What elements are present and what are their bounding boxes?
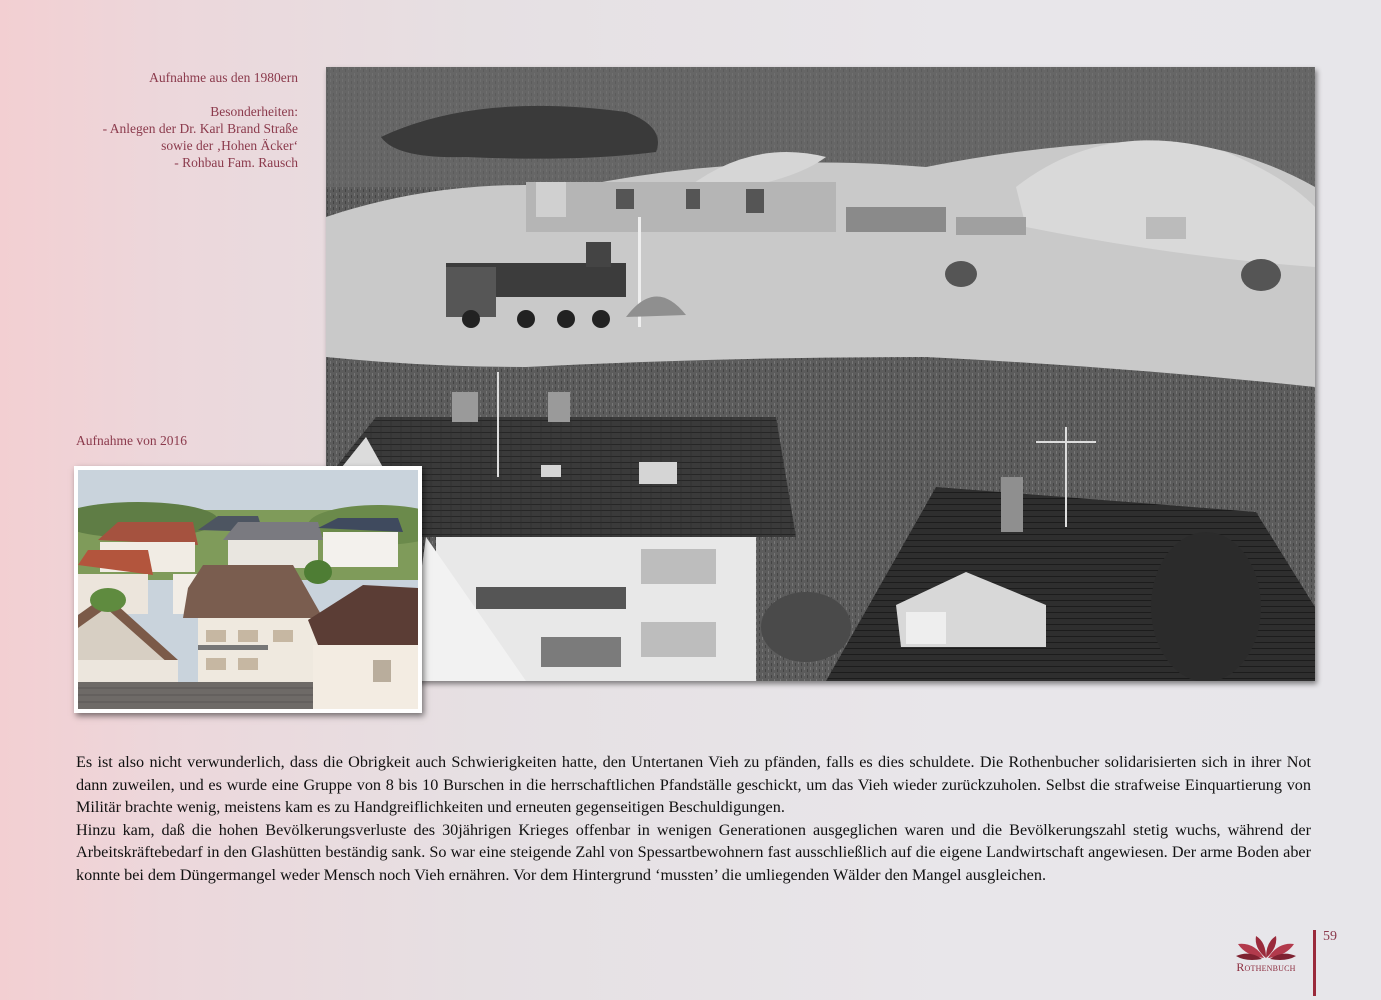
- caption-1980s-title: Aufnahme aus den 1980ern: [149, 70, 298, 85]
- caption-1980s-line-3: - Rohbau Fam. Rausch: [174, 155, 298, 170]
- photo-1980s: [326, 67, 1315, 681]
- caption-2016: Aufnahme von 2016: [76, 433, 187, 448]
- caption-1980s-line-1: - Anlegen der Dr. Karl Brand Straße: [102, 121, 298, 136]
- footer-divider: [1313, 930, 1316, 996]
- logo-text: Rothenbuch: [1236, 960, 1296, 974]
- photo-2016: [74, 466, 422, 713]
- page-number: 59: [1323, 929, 1337, 944]
- paragraph-1: Es ist also nicht verwunderlich, dass die Obrigkeit auch Schwierigkeiten hatte, den Untertanen Vieh zu pfänden, falls es dies schuldete. Die Rothenbucher solidarisierten sich in ihrer Not dann zuweilen, und es wurde eine Gruppe von 8 bis 10 Burschen in die herrschaftlichen Pfandställe geschickt, um das Vieh wieder zurückzuholen. Selbst die strafweise Einquartierung von Militär brachte wenig, meistens kam es zu Handgreiflichkeiten und erneuten gegenseitigen Beschuldigungen.: [76, 753, 1311, 817]
- caption-1980s: [60, 69, 298, 171]
- caption-1980s-line-2: sowie der ‚Hohen Äcker‘: [161, 138, 298, 153]
- paragraph-2: Hinzu kam, daß die hohen Bevölkerungsverluste des 30jährigen Krieges offenbar in wenigen Generationen ausgeglichen waren und die Bevölkerungszahl stetig wuchs, während der Arbeitskräftebedarf in den Glashütten beständig sank. So war eine steigende Zahl von Spessartbewohnern fast ausschließlich auf die eigene Landwirtschaft angewiesen. Der arme Boden aber konnte bei dem Düngermangel weder Mensch noch Vieh ernähren. Vor dem Hintergrund ‘mussten’ die umliegenden Wälder den Mangel ausgleichen.: [76, 820, 1311, 884]
- caption-1980s-subtitle: Besonderheiten:: [210, 104, 298, 119]
- body-text: [76, 751, 1311, 887]
